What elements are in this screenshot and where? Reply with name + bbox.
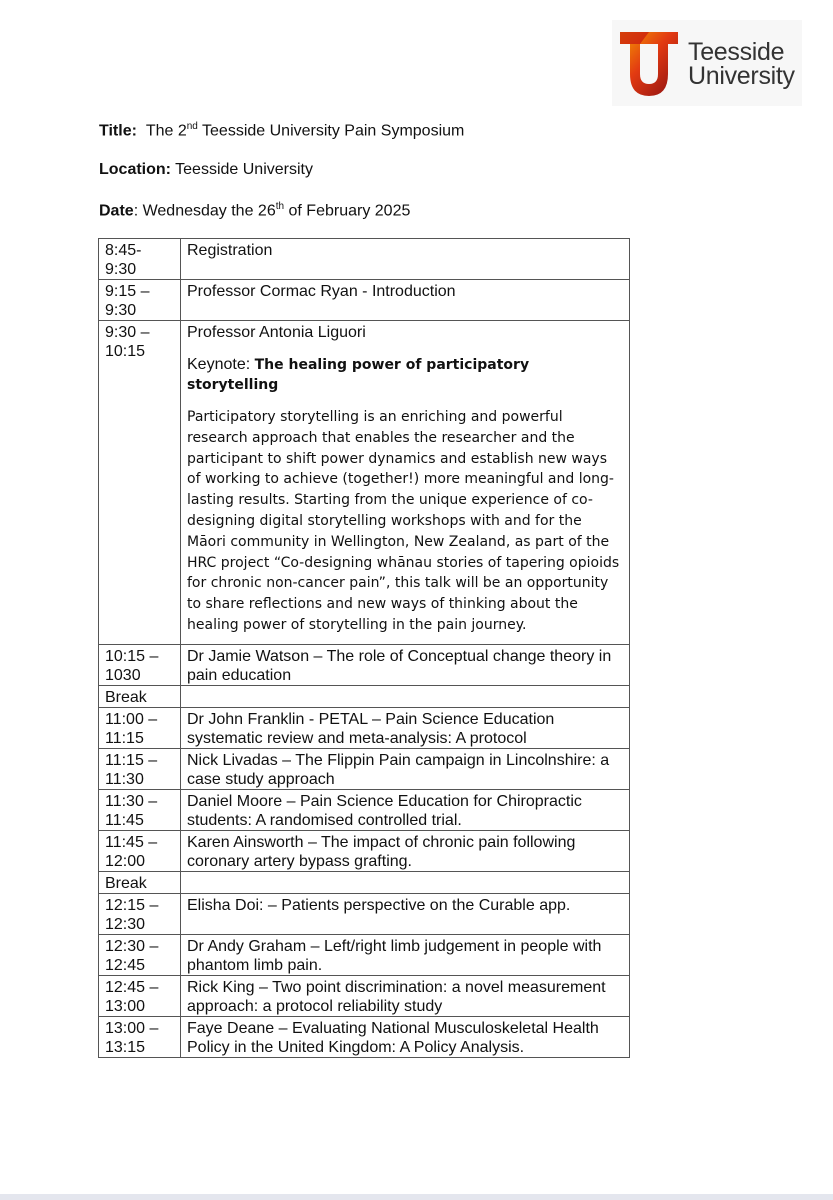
schedule-time: 13:00 – 13:15	[99, 1016, 181, 1057]
schedule-row	[99, 975, 630, 1016]
keynote-line	[187, 355, 623, 395]
schedule-row	[99, 239, 630, 280]
schedule-row	[99, 1016, 630, 1057]
schedule-content	[181, 321, 630, 645]
schedule-row-break	[99, 871, 630, 893]
logo-line-1: Teesside	[688, 38, 785, 66]
keynote-speaker: Professor Antonia Liguori	[187, 324, 366, 341]
location-label: Location:	[99, 161, 171, 178]
schedule-time: Break	[99, 685, 181, 707]
schedule-content: Daniel Moore – Pain Science Education for Chiropractic students: A randomised controlled trial.	[181, 789, 630, 830]
schedule-table	[98, 238, 630, 1058]
schedule-row	[99, 707, 630, 748]
logo-wordmark	[688, 40, 795, 88]
schedule-row	[99, 748, 630, 789]
schedule-time: 11:15 – 11:30	[99, 748, 181, 789]
keynote-label: Keynote:	[187, 356, 255, 373]
schedule-content: Elisha Doi: – Patients perspective on the Curable app.	[181, 893, 630, 934]
schedule-time: 9:30 – 10:15	[99, 321, 181, 645]
schedule-content: Nick Livadas – The Flippin Pain campaign in Lincolnshire: a case study approach	[181, 748, 630, 789]
schedule-row	[99, 893, 630, 934]
keynote-abstract: Participatory storytelling is an enriching and powerful research approach that enables the researcher and the participant to shift power dynamics and establish new ways of working to achieve (together!) more meaningful and long-lasting results. Starting from the unique experience of co-designing digital storytelling workshops with and for the Māori community in Wellington, New Zealand, as part of the HRC project “Co-designing whānau stories of tapering opioids for chronic non-cancer pain”, this talk will be an opportunity to share reflections and new ways of thinking about the healing power of storytelling in the pain journey.	[187, 409, 620, 633]
schedule-content: Registration	[181, 239, 630, 280]
schedule-content: Dr Jamie Watson – The role of Conceptual change theory in pain education	[181, 644, 630, 685]
university-u-emblem-icon	[616, 30, 682, 100]
location-line	[99, 161, 313, 179]
schedule-content: Karen Ainsworth – The impact of chronic pain following coronary artery bypass grafting.	[181, 830, 630, 871]
schedule-row-break	[99, 685, 630, 707]
teesside-university-logo	[612, 20, 802, 106]
schedule-time: 11:45 – 12:00	[99, 830, 181, 871]
schedule-time: 12:45 – 13:00	[99, 975, 181, 1016]
schedule-content: Faye Deane – Evaluating National Musculoskeletal Health Policy in the United Kingdom: A Policy Analysis.	[181, 1016, 630, 1057]
schedule-content: Dr Andy Graham – Left/right limb judgement in people with phantom limb pain.	[181, 934, 630, 975]
schedule-time: 12:15 – 12:30	[99, 893, 181, 934]
schedule-time: 12:30 – 12:45	[99, 934, 181, 975]
schedule-time: Break	[99, 871, 181, 893]
schedule-content	[181, 685, 630, 707]
schedule-row	[99, 934, 630, 975]
location-value: Teesside University	[175, 161, 313, 178]
schedule-row-keynote	[99, 321, 630, 645]
schedule-time: 8:45- 9:30	[99, 239, 181, 280]
schedule-content	[181, 871, 630, 893]
schedule-row	[99, 830, 630, 871]
schedule-row	[99, 644, 630, 685]
date-sup: th	[275, 201, 285, 212]
schedule-time: 11:30 – 11:45	[99, 789, 181, 830]
schedule-content: Dr John Franklin - PETAL – Pain Science Education systematic review and meta-analysis: A protocol	[181, 707, 630, 748]
date-pre: : Wednesday the 26	[133, 202, 276, 220]
logo-line-2: University	[688, 62, 795, 90]
schedule-time: 9:15 – 9:30	[99, 280, 181, 321]
title-sup: nd	[186, 121, 198, 132]
schedule-content: Professor Cormac Ryan - Introduction	[181, 280, 630, 321]
title-post: Teesside University Pain Symposium	[197, 122, 465, 140]
schedule-row	[99, 789, 630, 830]
date-label: Date	[99, 202, 134, 220]
schedule-row	[99, 280, 630, 321]
schedule-content: Rick King – Two point discrimination: a novel measurement approach: a protocol reliability study	[181, 975, 630, 1016]
date-post: of February 2025	[284, 202, 411, 220]
schedule-time: 11:00 – 11:15	[99, 707, 181, 748]
title-pre: The 2	[145, 122, 187, 140]
page-bottom-strip	[0, 1194, 833, 1200]
schedule-time: 10:15 – 1030	[99, 644, 181, 685]
keynote-title: The healing power of participatory storytelling	[187, 357, 530, 393]
title-label: Title:	[99, 122, 137, 140]
date-line	[99, 201, 410, 220]
title-line	[99, 121, 464, 140]
